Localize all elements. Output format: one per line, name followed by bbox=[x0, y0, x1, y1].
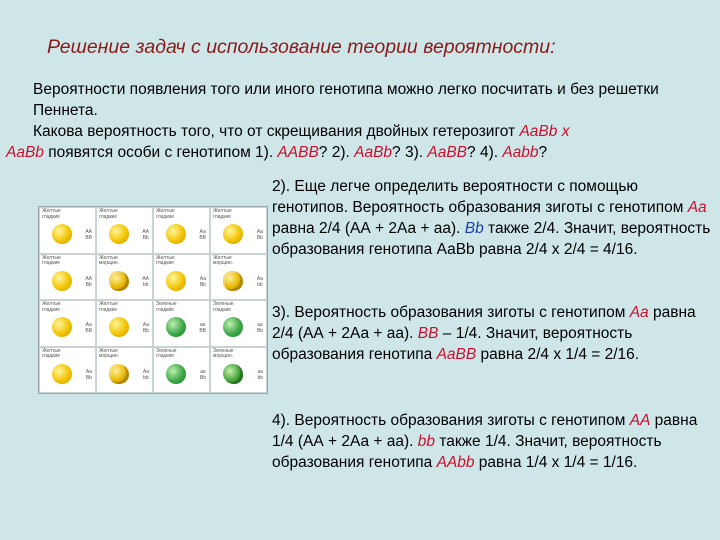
pea-icon bbox=[52, 271, 72, 291]
punnett-cell bbox=[39, 347, 96, 394]
punnett-cell-genotype: Аа Bb bbox=[142, 322, 149, 334]
answer-3-text-3: – 1/4. Значит, вероятность образования генотипа bbox=[272, 325, 633, 363]
answer-4-genotype-3: ААbb bbox=[436, 454, 475, 471]
punnett-cell-label: Желтые гладкие bbox=[213, 208, 232, 220]
punnett-cell-label: Желтые гладкие bbox=[156, 208, 175, 220]
genotype-option-1: ААBB bbox=[277, 144, 319, 161]
question-sep-3: ? 4). bbox=[467, 144, 503, 161]
answer-3-genotype-3: АаBB bbox=[436, 346, 477, 363]
answer-3-genotype-1: Аа bbox=[629, 304, 649, 321]
question-sep-1: ? 2). bbox=[318, 144, 355, 161]
punnett-cell-label: Желтые гладкие bbox=[42, 347, 61, 359]
cross-sign: x bbox=[557, 123, 570, 140]
punnett-cell-genotype: АА Bb bbox=[85, 275, 92, 288]
punnett-cell-genotype: аа BB bbox=[199, 322, 206, 334]
pea-icon bbox=[223, 364, 243, 384]
answer-3-text-4: равна 2/4 х 1/4 = 2/16. bbox=[476, 346, 640, 363]
pea-icon bbox=[223, 317, 243, 337]
punnett-cell-label: Желтые морщин. bbox=[99, 254, 120, 266]
genotype-option-2: АаBb bbox=[354, 144, 393, 161]
answer-2-text-2: равна 2/4 (АА + 2Аа + аа). bbox=[272, 220, 465, 237]
punnett-cell-genotype: Аа BB bbox=[199, 229, 206, 241]
punnett-cell bbox=[39, 207, 96, 254]
intro-paragraph-1: Вероятности появления того или иного генотипа можно легко посчитать и без решетки Пеннета. bbox=[33, 81, 659, 119]
question-end: ? bbox=[538, 144, 548, 161]
punnett-cell-label: Желтые гладкие bbox=[156, 254, 175, 266]
punnett-cell bbox=[153, 254, 210, 301]
pea-icon bbox=[223, 224, 243, 244]
pea-icon bbox=[166, 224, 186, 244]
punnett-cell-label: Желтые морщин. bbox=[99, 347, 120, 359]
answer-4-genotype-1: АА bbox=[629, 412, 651, 429]
answer-3-text-2: равна 2/4 (АА + 2Аа + аа). bbox=[272, 304, 696, 342]
pea-icon bbox=[166, 364, 186, 384]
question-text: Какова вероятность того, что от скрещивания двойных гетерозигот bbox=[33, 123, 520, 140]
punnett-cell-genotype: Аа bb bbox=[256, 275, 263, 288]
punnett-cell-genotype: аа Bb bbox=[256, 322, 263, 334]
punnett-cell-label: Желтые гладкие bbox=[99, 301, 118, 313]
punnett-cell-genotype: Аа Bb bbox=[85, 368, 92, 381]
question-sep-2: ? 3). bbox=[392, 144, 428, 161]
answer-4-text-1: 4). Вероятность образования зиготы с генотипом bbox=[272, 412, 630, 429]
answer-4-text-2: равна 1/4 (АА + 2Аа + аа). bbox=[272, 412, 698, 450]
question-text-2: появятся особи с генотипом 1). bbox=[43, 144, 278, 161]
punnett-cell-label: Желтые гладкие bbox=[99, 208, 118, 220]
pea-icon bbox=[223, 271, 243, 291]
punnett-cell-genotype: Аа BB bbox=[85, 322, 92, 334]
answer-2-genotype-1: Аа bbox=[687, 199, 707, 216]
punnett-cell-genotype: АА Bb bbox=[142, 229, 149, 241]
punnett-cell-label: Желтые морщин. bbox=[213, 254, 234, 266]
answer-2-text-3: также 2/4. Значит, вероятность образования генотипа АаBb равна 2/4 х 2/4 = 4/16. bbox=[272, 220, 711, 258]
punnett-cell bbox=[210, 207, 267, 254]
punnett-cell bbox=[96, 300, 153, 347]
answer-4-text-4: равна 1/4 х 1/4 = 1/16. bbox=[474, 454, 638, 471]
intro-paragraph-2 bbox=[6, 121, 712, 163]
punnett-cell bbox=[153, 347, 210, 394]
answer-2-text-1: 2). Еще легче определить вероятности с помощью генотипов. Вероятность образования зиготы с генотипом bbox=[272, 178, 688, 216]
genotype-option-4: Ааbb bbox=[502, 144, 539, 161]
punnett-cell bbox=[153, 207, 210, 254]
punnett-cell-genotype: аа bb bbox=[257, 368, 263, 381]
pea-icon bbox=[109, 317, 129, 337]
punnett-cell bbox=[39, 254, 96, 301]
answer-3-genotype-2: BB bbox=[417, 325, 439, 342]
punnett-cell-label: Зеленые гладкие bbox=[156, 301, 177, 313]
punnett-cell-genotype: Аа bb bbox=[142, 368, 149, 381]
punnett-cell-genotype: Аа Bb bbox=[256, 229, 263, 241]
pea-icon bbox=[109, 364, 129, 384]
punnett-cell-label: Зеленые гладкие bbox=[213, 301, 234, 313]
punnett-cell-genotype: Аа Bb bbox=[199, 275, 206, 288]
genotype-option-3: АаBB bbox=[427, 144, 468, 161]
punnett-cell bbox=[210, 347, 267, 394]
answer-3 bbox=[272, 302, 712, 365]
intro-text bbox=[6, 79, 712, 163]
punnett-cell bbox=[153, 300, 210, 347]
punnett-square-image bbox=[38, 206, 268, 394]
answer-4-genotype-2: bb bbox=[417, 433, 436, 450]
answer-2 bbox=[272, 176, 712, 260]
pea-icon bbox=[52, 364, 72, 384]
punnett-cell-genotype: АА BB bbox=[85, 229, 92, 241]
punnett-cell bbox=[96, 347, 153, 394]
punnett-cell-label: Желтые гладкие bbox=[42, 254, 61, 266]
punnett-cell-genotype: аа Bb bbox=[199, 368, 206, 381]
punnett-cell bbox=[210, 300, 267, 347]
punnett-cell-genotype: АА bb bbox=[142, 275, 149, 288]
pea-icon bbox=[166, 271, 186, 291]
punnett-cell bbox=[96, 207, 153, 254]
pea-icon bbox=[109, 224, 129, 244]
answer-4-text-3: также 1/4. Значит, вероятность образования генотипа bbox=[272, 433, 662, 471]
pea-icon bbox=[52, 317, 72, 337]
cross-genotype-1: АаBb bbox=[519, 123, 558, 140]
answer-2-genotype-2: Bb bbox=[464, 220, 484, 237]
pea-icon bbox=[109, 271, 129, 291]
punnett-cell bbox=[96, 254, 153, 301]
pea-icon bbox=[166, 317, 186, 337]
answer-3-text-1: 3). Вероятность образования зиготы с генотипом bbox=[272, 304, 630, 321]
punnett-cell bbox=[39, 300, 96, 347]
pea-icon bbox=[52, 224, 72, 244]
punnett-cell-label: Желтые гладкие bbox=[42, 301, 61, 313]
answer-4 bbox=[272, 410, 712, 473]
punnett-cell-label: Желтые гладкие bbox=[42, 208, 61, 220]
punnett-cell-label: Зеленые гладкие bbox=[156, 347, 177, 359]
slide-title: Решение задач с использование теории вероятности: bbox=[47, 36, 556, 58]
punnett-cell bbox=[210, 254, 267, 301]
cross-genotype-2: АаBb bbox=[6, 144, 44, 161]
punnett-cell-label: Зеленые морщин. bbox=[213, 347, 234, 359]
